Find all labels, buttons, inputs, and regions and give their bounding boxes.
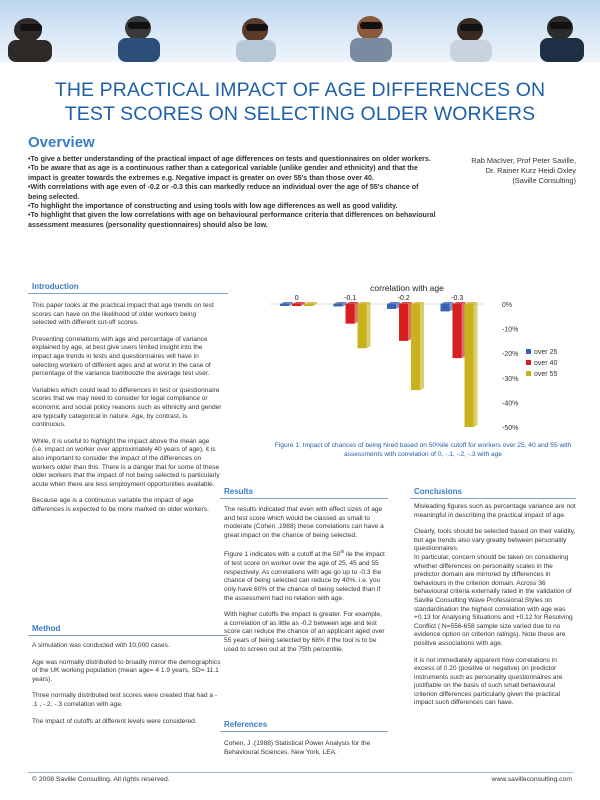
- paragraph: Presenting correlations with age and percentage of variance explained by age, at best give users limited insight into the impact age trends in tests and questionnaires will have in selecting workers of different ages and at worst in the case of percentage of the variance bamboozle the average test user.: [32, 335, 211, 378]
- legend-label: over 40: [534, 360, 558, 367]
- method-heading: Method: [32, 624, 61, 633]
- binocular-people-illustration: [0, 0, 600, 62]
- y-tick-label: -10%: [502, 326, 519, 334]
- overview-bullet: •To be aware that as age is a continuous rather than a categorical variable (unlike gender and ethnicity) and that the impact is greater towards the extremes e.g. Negative impact is greater on over 55's than those over 40.: [28, 164, 418, 182]
- legend-swatch: [526, 371, 531, 376]
- section-divider: [28, 635, 228, 636]
- y-tick-label: -30%: [502, 375, 519, 383]
- text-run: ile the impact of test score on worker over the age of 25, 45 and 55 respectively. As correlations with age go up to -0.3 the chance of being selected can reduce by 40%. i.e. you only have 60% of the chance of being selected than if the assessment had no relation with age.: [224, 551, 385, 602]
- legend-swatch: [526, 349, 531, 354]
- references-text: Cohen, J .(1988) Statistical Power Analysis for the Behavioural Sciences. New York, LEA.: [224, 740, 371, 756]
- paragraph: Because age is a continuous variable the impact of age differences is expected to be more marked on older workers.: [32, 497, 209, 513]
- y-tick-label: -50%: [502, 425, 519, 432]
- title-line-2: TEST SCORES ON SELECTING OLDER WORKERS: [64, 103, 536, 125]
- overview-bullet: •To give a better understanding of the practical impact of age differences on tests and questionnaires on older workers.: [28, 155, 431, 163]
- conclusions-text: [414, 503, 576, 716]
- bar-side: [367, 302, 371, 348]
- paragraph: This paper looks at the practical impact that age trends on test scores can have on the likelihood of older workers being selected with different cut-off scores.: [32, 302, 214, 327]
- section-divider: [220, 498, 388, 499]
- footer-divider: [28, 772, 573, 773]
- paragraph: The results indicated that even with effect sizes of age and test score which would be classed as small to moderate (Cohen ,1988) these correlations can have a great impact on the chance of being selected.: [224, 506, 384, 539]
- category-label: -0.3: [451, 295, 464, 302]
- method-text: [32, 642, 222, 734]
- overview-bullet: •With correlations with age even of -0.2 or -0.3 this can markedly reduce an individual over the age of 55's chance of being selected.: [28, 183, 419, 201]
- paragraph: Age was normally distributed to broadly mirror the demographics of the UK working population (mean age= 4 1.9 years, SD= 11.1 years).: [32, 658, 221, 683]
- section-divider: [28, 293, 228, 294]
- paragraph: Three normally distributed test scores were created that had a - .1 , -.2, -.3 correlation with age.: [32, 692, 218, 708]
- bar: [411, 304, 420, 390]
- bar: [399, 304, 408, 341]
- section-divider: [410, 498, 576, 499]
- author-line: Dr. Rainer Kurz Heidi Oxley: [485, 166, 576, 175]
- paragraph: A simulation was conducted with 10,000 cases.: [32, 642, 170, 649]
- legend-label: over 25: [534, 349, 558, 356]
- paragraph: Variables which could lead to differences in test or questionnaire scores that we may need to consider for legal compliance or economic and social policy reasons such as ethnicity and gender are typically categorical in nature. Age, by contrast, is continuous.: [32, 386, 222, 429]
- legend-swatch: [526, 360, 531, 365]
- author-line: (Saville Consulting): [512, 176, 576, 185]
- bar: [292, 304, 301, 306]
- category-label: 0: [294, 295, 299, 302]
- conclusions-heading: Conclusions: [414, 487, 463, 496]
- bar: [387, 304, 396, 309]
- overview-bullet: •To highlight that given the low correlations with age on behavioural performance criteria that differences on behavioural assessment measures (personality questionnaires) should also be low.: [28, 211, 436, 229]
- text-run: Figure 1 indicates with a cutoff at the 50: [224, 551, 341, 559]
- chart-title: correlation with age: [370, 283, 444, 293]
- author-line: Rab MacIver, Prof Peter Saville,: [471, 156, 576, 165]
- superscript: th: [340, 549, 345, 555]
- category-label: -0.1: [344, 295, 357, 302]
- authors-block: [446, 156, 576, 186]
- bar-side: [474, 302, 478, 427]
- paragraph: While, it is useful to highlight the impact above the mean age (i.e. impact on worker over approximately 40 years of age), it is also important to consider the impact of the differences on workers older than this. There is a danger that for some of these older workers that the impact of not being selected is particularly acute when there are less employment opportunities available.: [32, 437, 220, 488]
- bar: [465, 304, 474, 427]
- footer-website[interactable]: www.savilleconsulting.com: [491, 776, 572, 783]
- y-tick-label: -40%: [502, 400, 519, 408]
- title-line-1: THE PRACTICAL IMPACT OF AGE DIFFERENCES ON: [54, 79, 546, 101]
- section-divider: [220, 731, 388, 732]
- overview-bullet: •To highlight the importance of constructing and using tools with low age differences as well as good validity.: [28, 202, 398, 211]
- results-heading: Results: [224, 487, 253, 496]
- paragraph: [224, 548, 386, 603]
- introduction-heading: Introduction: [32, 282, 79, 291]
- bar: [441, 304, 450, 311]
- bar: [346, 304, 355, 324]
- chart-svg: [262, 282, 584, 442]
- paragraph: It is not immediately apparent how correlations in excess of 0.20 (positive or negative) on predictor instruments such as personality questionnaires are justifiable on the basis of such small behavioural criterion differences particularly given the practical impact such differences can have.: [414, 656, 563, 707]
- paragraph: Misleading figures such as percentage variance are not meaningful in describing the practical impact of age.: [414, 503, 576, 519]
- bar: [280, 304, 289, 306]
- age-impact-chart: [262, 282, 584, 452]
- legend-label: over 55: [534, 371, 558, 378]
- paragraph: With higher cutoffs the impact is greater. For example, a correlation of as little as -0.2 between age and test score can reduce the chance of an applicant aged over 55 years of being selected by 68% if the tool is to be used to screen out at the 75th percentile.: [224, 611, 385, 653]
- introduction-text: [32, 302, 222, 522]
- header-banner: [0, 0, 600, 62]
- footer-copyright: © 2008 Saville Consulting. All rights reserved.: [32, 776, 170, 783]
- poster-title: [0, 78, 600, 126]
- bar: [358, 304, 367, 348]
- overview-bullets: [28, 155, 438, 230]
- y-tick-label: -20%: [502, 351, 519, 359]
- bar: [453, 304, 462, 358]
- paragraph: Clearly, tools should be selected based on their validity, but age trends also vary greatly between personality questionnaires. In particular, concern should be taken on considering whether differences on personality scales in the predictor domain are mirrored by differences in behaviours in the criterion domain. Across 36 behavioural criteria externally rated in the validation of Saville Consulting Wave Professional Styles on standardisation the highest correlation with age was +0.13 for Analysing Situations and +0.12 for Resolving Conflict ( N=556-658 sample size varied due to no evidence option on criterion ratings). Note these are positive associations with age.: [414, 528, 576, 647]
- bar-side: [420, 302, 424, 390]
- references-heading: References: [224, 720, 268, 729]
- paragraph: The impact of cutoffs at different levels were considered.: [32, 717, 197, 725]
- figure-caption: Figure 1: Impact of chances of being hired based on 50%ile cutoff for workers over 25, 40 and 55 with assessments with correlation of 0, -.1, -.2, -.3 with age: [274, 442, 572, 458]
- y-tick-label: 0%: [502, 302, 513, 309]
- bar: [304, 304, 313, 306]
- bar: [334, 304, 343, 306]
- overview-heading: Overview: [28, 134, 95, 151]
- results-text: [224, 506, 386, 662]
- category-label: -0.2: [397, 295, 410, 302]
